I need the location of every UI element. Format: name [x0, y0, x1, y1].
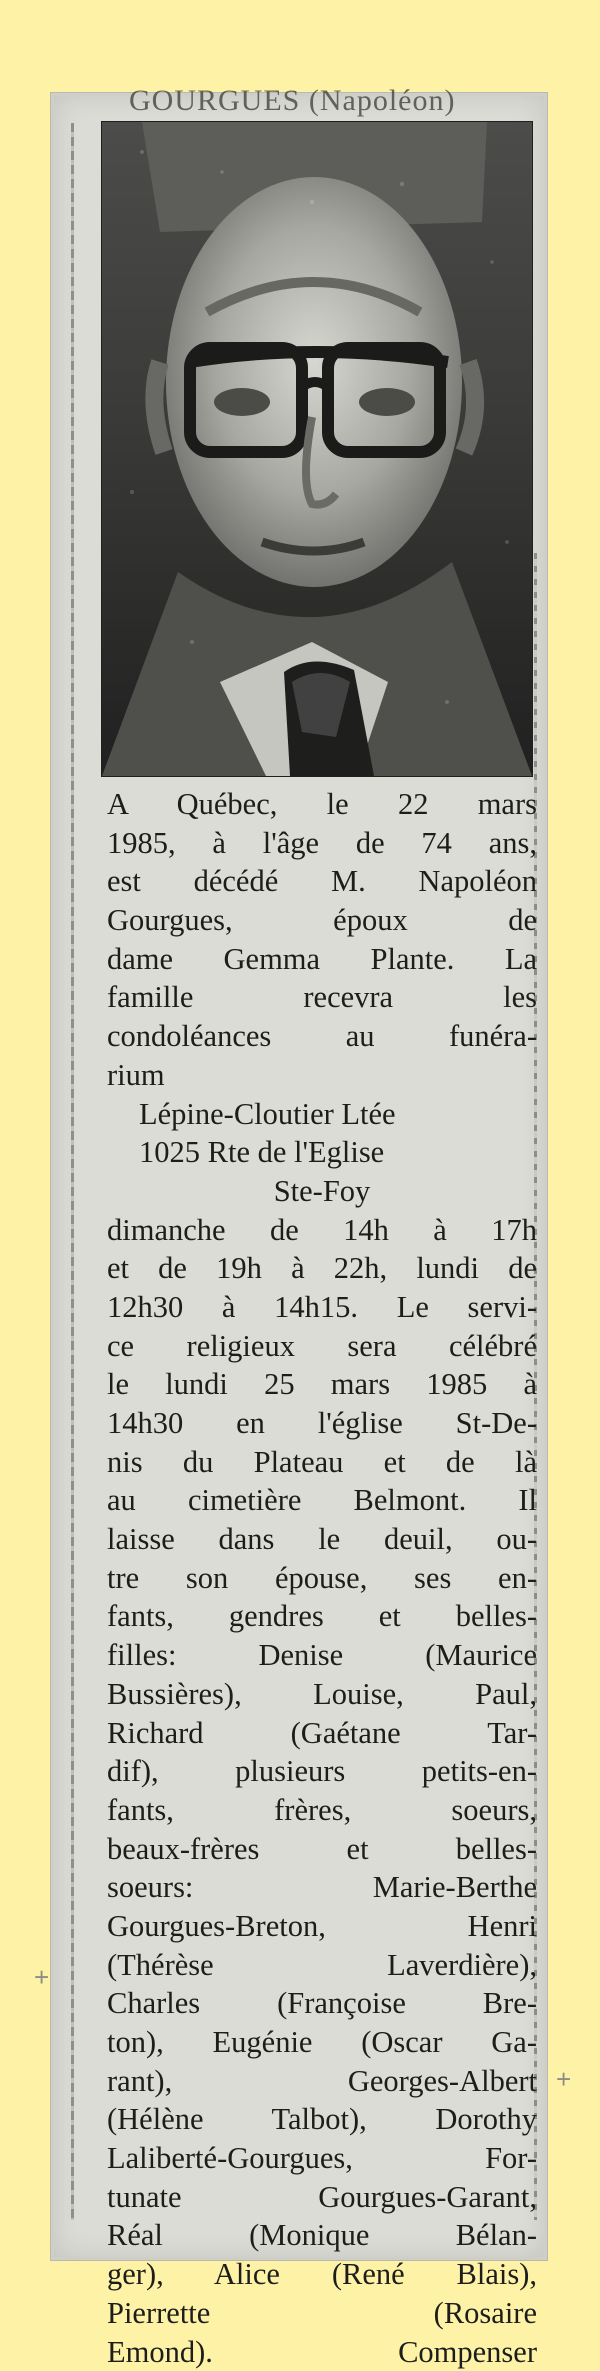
text-line: dame Gemma Plante. La	[107, 940, 537, 979]
text-line: fants, frères, soeurs,	[107, 1791, 537, 1830]
text-line: (Hélène Talbot), Dorothy	[107, 2100, 537, 2139]
text-line: famille recevra les	[107, 978, 537, 1017]
margin-plus-mark-left: +	[34, 1962, 49, 1993]
text-line: tunate Gourgues-Garant,	[107, 2178, 537, 2217]
text-line: 1025 Rte de l'Eglise	[107, 1133, 537, 1172]
text-line: ger), Alice (René Blais),	[107, 2255, 537, 2294]
margin-plus-mark-right: +	[556, 2064, 571, 2095]
text-line: Pierrette (Rosaire	[107, 2294, 537, 2333]
text-line: 1985, à l'âge de 74 ans,	[107, 824, 537, 863]
clipping-header	[51, 93, 547, 119]
text-line: Emond). Compenser	[107, 2333, 537, 2371]
portrait-photo	[101, 121, 533, 777]
text-line: soeurs: Marie-Berthe	[107, 1868, 537, 1907]
text-line: ce religieux sera célébré	[107, 1327, 537, 1366]
text-line: Bussières), Louise, Paul,	[107, 1675, 537, 1714]
text-line: dimanche de 14h à 17h	[107, 1211, 537, 1250]
text-line: Ste-Foy	[107, 1172, 537, 1211]
text-line: Lépine-Cloutier Ltée	[107, 1095, 537, 1134]
text-line: et de 19h à 22h, lundi de	[107, 1249, 537, 1288]
text-line: ton), Eugénie (Oscar Ga-	[107, 2023, 537, 2062]
text-line: (Thérèse Laverdière),	[107, 1946, 537, 1985]
text-line: Gourgues-Breton, Henri	[107, 1907, 537, 1946]
text-line: rant), Georges-Albert	[107, 2062, 537, 2101]
text-line: beaux-frères et belles-	[107, 1830, 537, 1869]
text-line: le lundi 25 mars 1985 à	[107, 1365, 537, 1404]
column-rule-left	[71, 123, 74, 2220]
text-line: Gourgues, époux de	[107, 901, 537, 940]
text-line: filles: Denise (Maurice	[107, 1636, 537, 1675]
text-line: nis du Plateau et de là	[107, 1443, 537, 1482]
text-line: dif), plusieurs petits-en-	[107, 1752, 537, 1791]
text-line: 14h30 en l'église St-De-	[107, 1404, 537, 1443]
text-line: tre son épouse, ses en-	[107, 1559, 537, 1598]
obituary-text	[107, 785, 537, 2371]
text-line: est décédé M. Napoléon	[107, 862, 537, 901]
text-line: Richard (Gaétane Tar-	[107, 1714, 537, 1753]
text-line: condoléances au funéra-	[107, 1017, 537, 1056]
text-line: rium	[107, 1056, 537, 1095]
text-line: Charles (Françoise Bre-	[107, 1984, 537, 2023]
text-line: fants, gendres et belles-	[107, 1597, 537, 1636]
text-line: laisse dans le deuil, ou-	[107, 1520, 537, 1559]
text-line: Réal (Monique Bélan-	[107, 2216, 537, 2255]
text-line: au cimetière Belmont. Il	[107, 1481, 537, 1520]
text-line: 12h30 à 14h15. Le servi-	[107, 1288, 537, 1327]
text-line: Laliberté-Gourgues, For-	[107, 2139, 537, 2178]
text-line: A Québec, le 22 mars	[107, 785, 537, 824]
clipping-header-text: GOURGUES (Napoléon)	[129, 84, 455, 118]
newspaper-clipping	[50, 92, 548, 2261]
